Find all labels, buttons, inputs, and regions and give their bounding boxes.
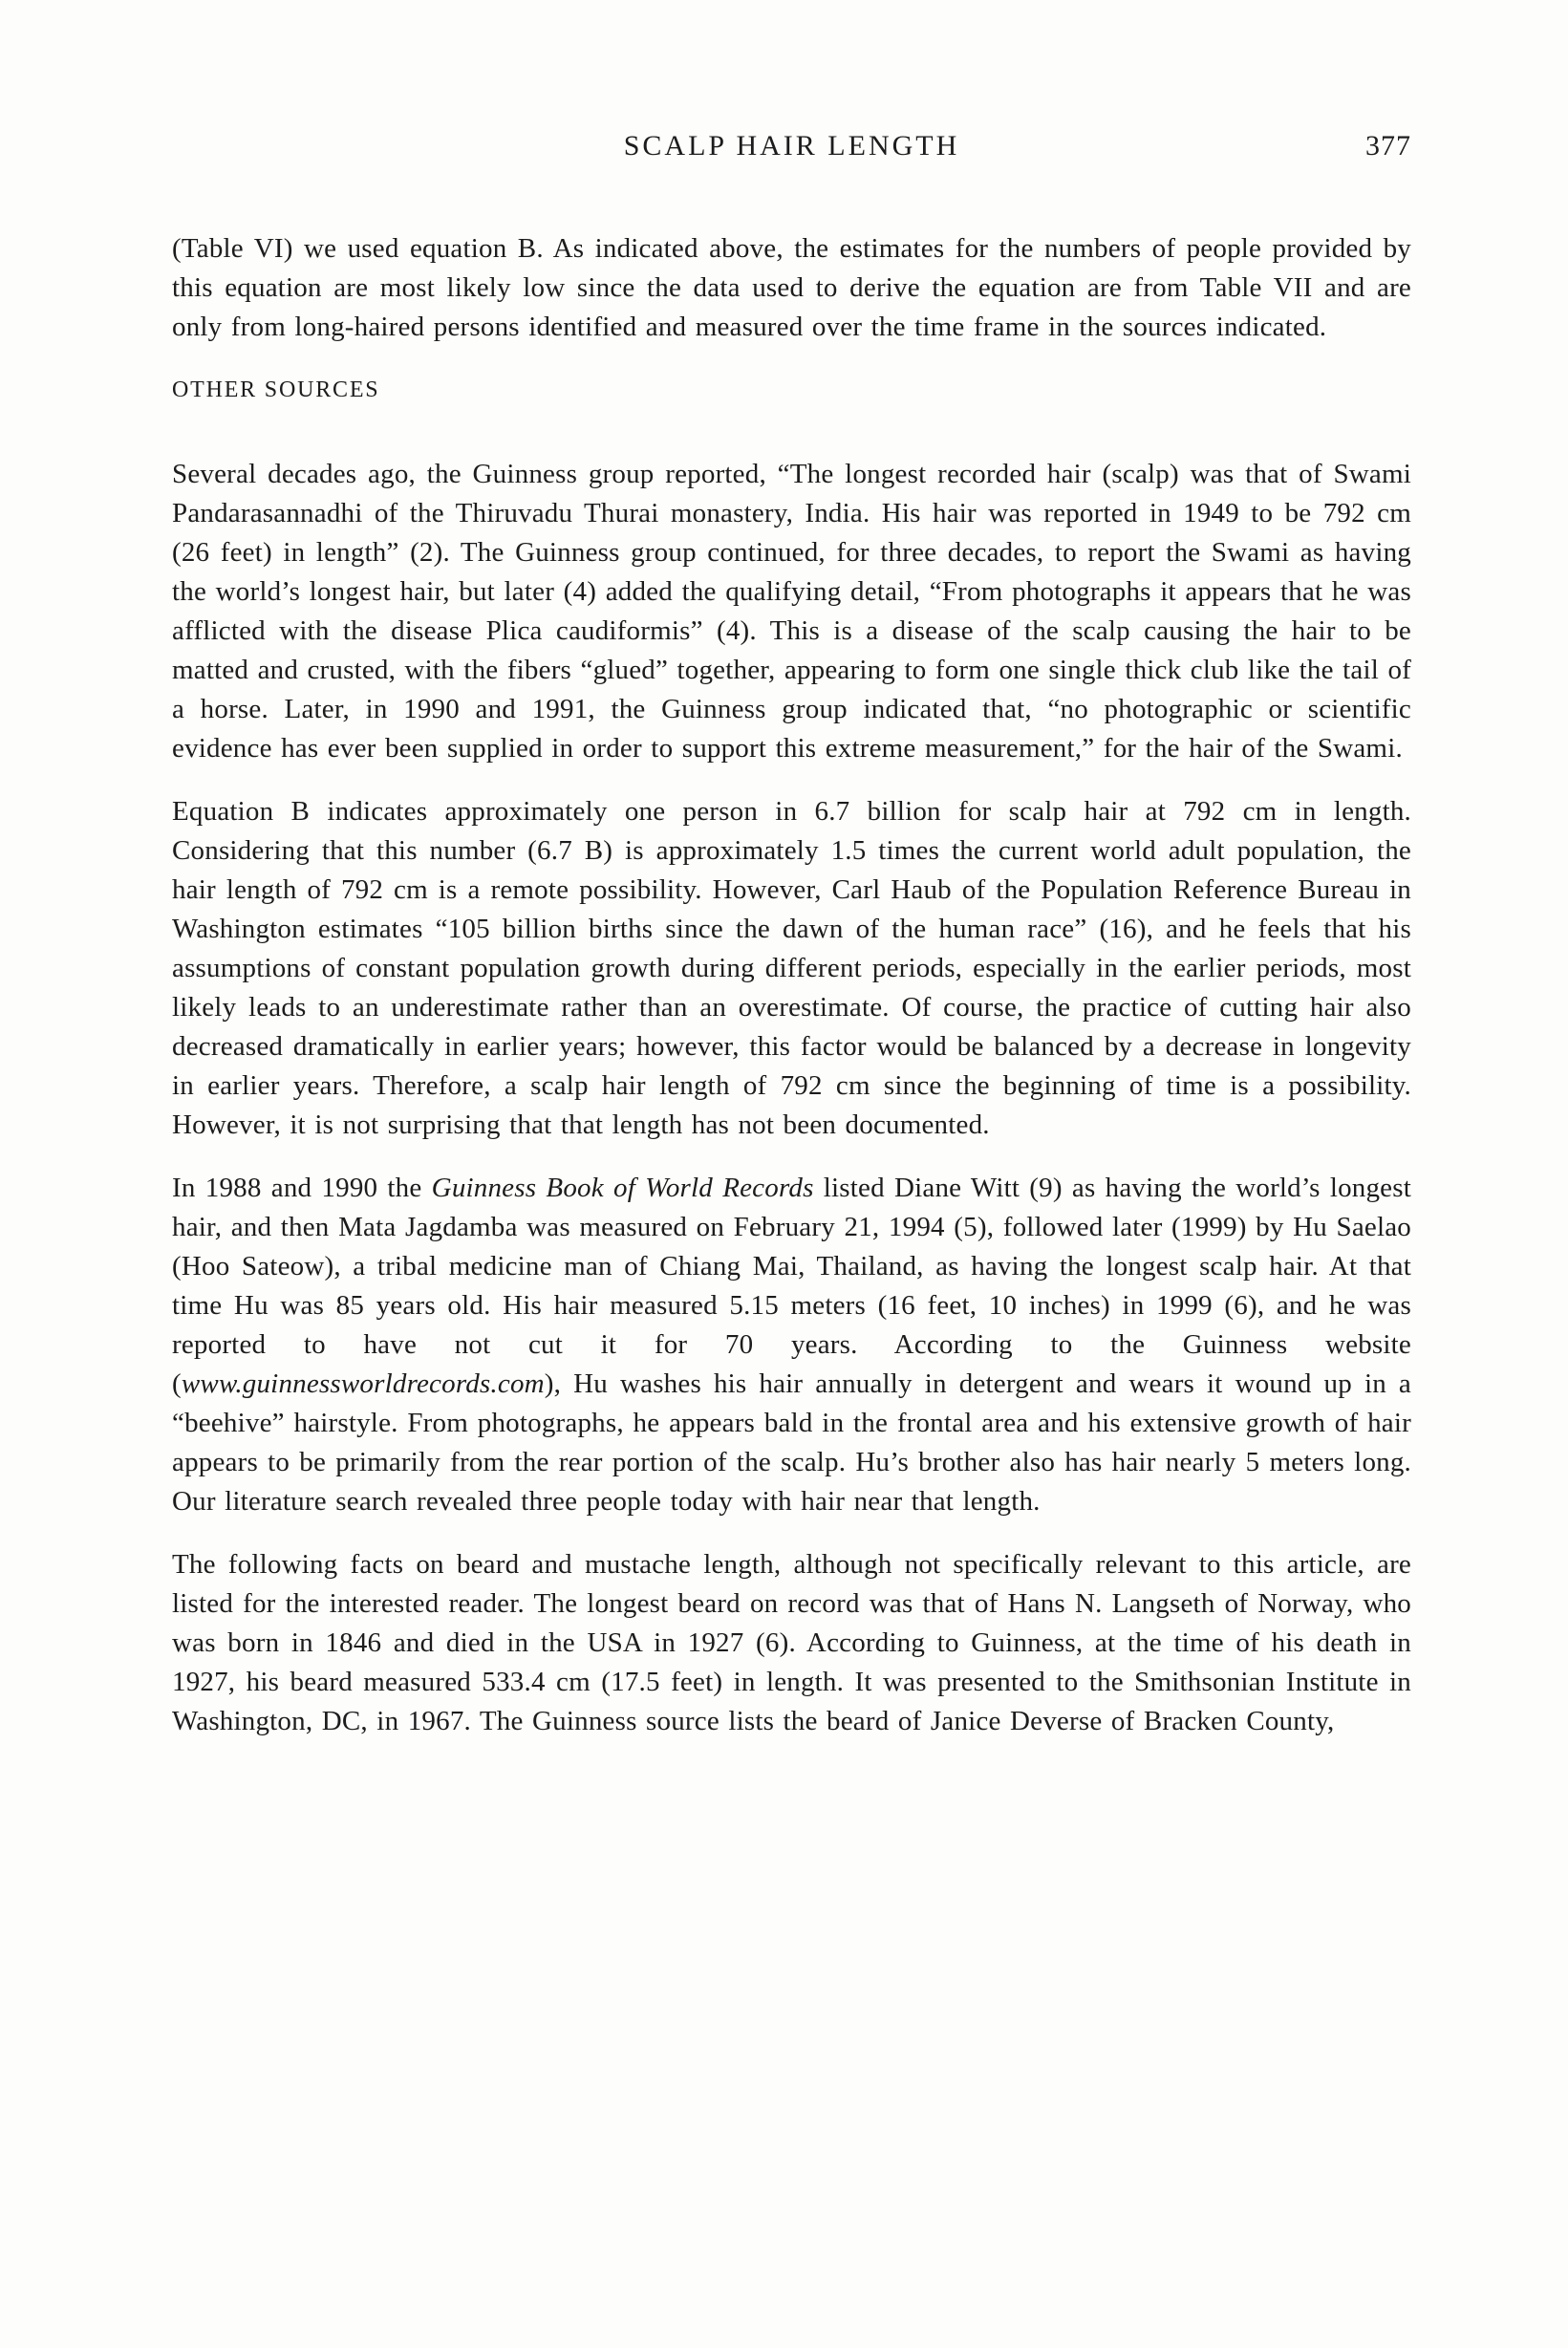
- body-paragraphs: [172, 455, 1411, 1741]
- text-run: Several decades ago, the Guinness group reported, “The longest recorded hair (scalp) was that of Swami Pandarasannadhi of the Thiruvadu Thurai monastery, India. His hair was reported in 1949 to be 792 cm (26 feet) in length” (2). The Guinness group continued, for three decades, to report the Swami as having the world’s longest hair, but later (4) added the qualifying detail, “From photographs it appears that he was afflicted with the disease Plica caudiformis” (4). This is a disease of the scalp causing the hair to be matted and crusted, with the fibers “glued” together, appearing to form one single thick club like the tail of a horse. Later, in 1990 and 1991, the Guinness group indicated that, “no photographic or scientific evidence has ever been supplied in order to support this extreme measurement,” for the hair of the Swami.: [172, 459, 1411, 764]
- text-run: listed Diane Witt (9) as having the world’s longest hair, and then Mata Jagdamba was measured on February 21, 1994 (5), followed later (1999) by Hu Saelao (Hoo Sateow), a tribal medicine man of Chiang Mai, Thailand, as having the longest scalp hair. At that time Hu was 85 years old. His hair measured 5.15 meters (16 feet, 10 inches) in 1999 (6), and he was reported to have not cut it for 70 years. According to the Guinness website (: [172, 1173, 1411, 1399]
- paragraph: [172, 455, 1411, 768]
- text-run: (Table VI) we used equation B. As indicated above, the estimates for the numbers of people provided by this equation are most likely low since the data used to derive the equation are from Table VII and are only from long-haired persons identified and measured over the time frame in the sources indicated.: [172, 233, 1411, 342]
- running-head: [172, 126, 1411, 166]
- text-run: The following facts on beard and mustache length, although not specifically relevant to this article, are listed for the interested reader. The longest beard on record was that of Hans N. Langseth of Norway, who was born in 1846 and died in the USA in 1927 (6). According to Guinness, at the time of his death in 1927, his beard measured 533.4 cm (17.5 feet) in length. It was presented to the Smithsonian Institute in Washington, DC, in 1967. The Guinness source lists the beard of Janice Deverse of Bracken County,: [172, 1549, 1411, 1736]
- text-run: In 1988 and 1990 the: [172, 1173, 432, 1203]
- intro-paragraphs: [172, 229, 1411, 347]
- paragraph: [172, 1169, 1411, 1521]
- section-heading-other-sources: OTHER SOURCES: [172, 377, 380, 402]
- paragraph: [172, 1545, 1411, 1741]
- paragraph: [172, 229, 1411, 347]
- text-run: ), Hu washes his hair annually in detergent and wears it wound up in a “beehive” hairstyle. From photographs, he appears bald in the frontal area and his extensive growth of hair appears to be primarily from the rear portion of the scalp. Hu’s brother also has hair nearly 5 meters long. Our literature search revealed three people today with hair near that length.: [172, 1368, 1411, 1517]
- page-number: 377: [1365, 130, 1411, 162]
- italic-text-run: Guinness Book of World Records: [431, 1173, 814, 1203]
- paragraph: [172, 792, 1411, 1145]
- page-title: SCALP HAIR LENGTH: [623, 130, 960, 162]
- text-run: Equation B indicates approximately one person in 6.7 billion for scalp hair at 792 cm in length. Considering that this number (6.7 B) is approximately 1.5 times the current world adult population, the hair length of 792 cm is a remote possibility. However, Carl Haub of the Population Reference Bureau in Washington estimates “105 billion births since the dawn of the human race” (16), and he feels that his assumptions of constant population growth during different periods, especially in the earlier periods, most likely leads to an underestimate rather than an overestimate. Of course, the practice of cutting hair also decreased dramatically in earlier years; however, this factor would be balanced by a decrease in longevity in earlier years. Therefore, a scalp hair length of 792 cm since the beginning of time is a possibility. However, it is not surprising that that length has not been documented.: [172, 796, 1411, 1140]
- italic-text-run: www.guinnessworldrecords.com: [181, 1368, 545, 1399]
